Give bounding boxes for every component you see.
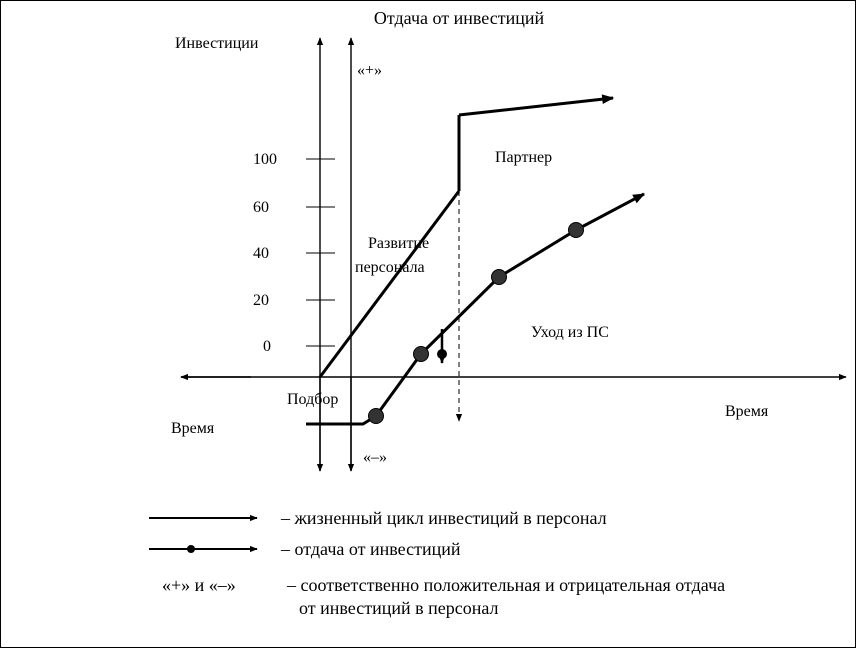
legend-signs-desc-line2: от инвестиций в персонал	[299, 598, 499, 618]
investment-lifecycle-diagram	[1, 1, 855, 647]
legend-return-point	[187, 545, 195, 553]
stage-development-line1: Развитие	[368, 235, 430, 252]
return-point-3	[492, 270, 507, 285]
return-point-4	[569, 223, 584, 238]
lifecycle-partner-arrow	[459, 98, 613, 115]
y-axis-label: Инвестиции	[175, 35, 259, 52]
stage-partner: Партнер	[495, 149, 553, 166]
lifecycle-rise-line	[320, 191, 459, 377]
tick-label-100: 100	[253, 151, 277, 168]
tick-label-0: 0	[263, 338, 271, 355]
legend-signs-label: «+» и «–»	[162, 575, 236, 595]
tick-label-60: 60	[253, 199, 269, 216]
return-point-1	[369, 409, 384, 424]
stage-selection: Подбор	[287, 391, 339, 408]
diagram-title: Отдача от инвестиций	[373, 8, 545, 28]
legend-signs-desc-line1: – соответственно положительная и отрицательная отдача	[287, 575, 726, 595]
tick-label-40: 40	[253, 245, 269, 262]
return-point-2	[414, 347, 429, 362]
return-point-dip	[437, 349, 447, 359]
legend-lifecycle-text: – жизненный цикл инвестиций в персонал	[281, 508, 607, 528]
positive-return-label: «+»	[357, 62, 383, 79]
stage-development-line2: персонала	[355, 259, 425, 276]
negative-return-label: «–»	[363, 449, 387, 466]
stage-exit: Уход из ПС	[531, 324, 609, 341]
tick-label-20: 20	[253, 292, 269, 309]
return-curve-arrow	[576, 194, 644, 230]
x-axis-label-left: Время	[171, 420, 215, 437]
legend-return-text: – отдача от инвестиций	[281, 539, 461, 559]
x-axis-label-right: Время	[725, 403, 769, 420]
